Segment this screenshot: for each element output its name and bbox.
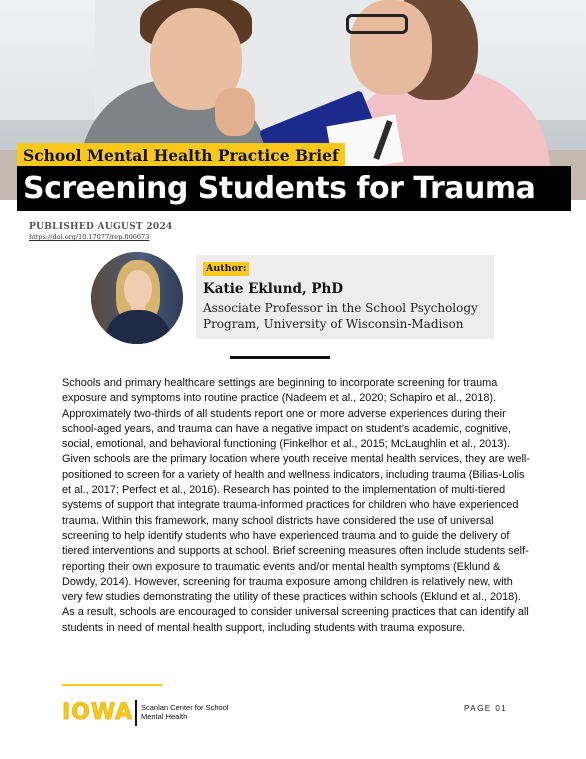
footer-rule xyxy=(62,684,162,686)
logo-separator xyxy=(135,700,137,726)
section-divider xyxy=(230,356,330,359)
page-title: Screening Students for Trauma xyxy=(23,171,536,206)
iowa-logo: IOWA xyxy=(62,700,134,725)
center-name: Scanlan Center for School Mental Health xyxy=(141,703,229,721)
author-name: Katie Eklund, PhD xyxy=(203,281,344,297)
author-photo xyxy=(91,252,183,344)
published-date: PUBLISHED AUGUST 2024 xyxy=(29,222,173,232)
doi-link[interactable]: https://doi.org/10.17077/rep.006673 xyxy=(29,233,150,241)
brief-label-text: School Mental Health Practice Brief xyxy=(23,145,339,165)
page-number: PAGE 01 xyxy=(464,704,508,713)
author-role: Associate Professor in the School Psychology Program, University of Wisconsin-Madison xyxy=(203,301,478,331)
body-paragraph: Schools and primary healthcare settings are beginning to incorporate screening for trauma exposure and symptoms into routine practice (Nadeem et al., 2020; Schapiro et al., 2018). Approximately two-thirds of all students report one or more adverse experiences during their school-aged years, and trauma can have a negative impact on student’s academic, cognitive, social, emotional, and behavioral functioning (Finkelhor et al., 2015; McLaughlin et al., 2013). Given schools are the primary location where youth receive mental health services, they are well-positioned to screen for a variety of health and wellness indicators, including trauma (Bilias-Lolis et al., 2017; Perfect et al., 2016). Research has pointed to the implementation of multi-tiered systems of support that integrate trauma-informed practices for children who have experienced trauma. Within this framework, many school districts have considered the use of universal screening to help identify students who have experienced trauma and to guide the delivery of tiered interventions and supports at school. Brief screening measures often include students self-reporting their own exposure to traumatic events and/or mental health symptoms (Eklund & Dowdy, 2014). However, screening for trauma exposure among children is relatively new, with very few studies demonstrating the utility of these practices within schools (Eklund et al., 2018). As a result, schools are encouraged to consider universal screening practices that can identify all students in need of mental health support, including students with trauma exposure. xyxy=(62,377,530,634)
title-band xyxy=(17,166,571,211)
author-tag: Author: xyxy=(203,262,249,276)
brief-label xyxy=(17,143,345,167)
